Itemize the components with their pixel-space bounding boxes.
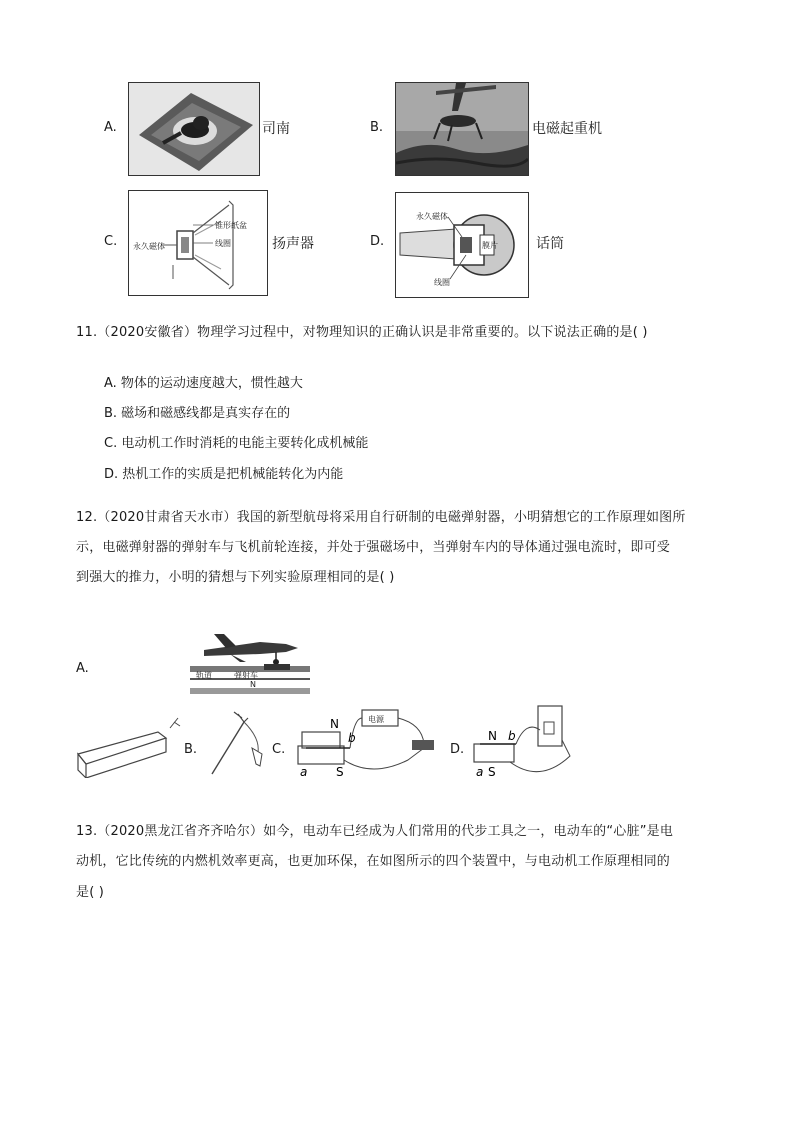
motor-source-label: 电源 <box>368 715 384 724</box>
q12-stem-line-3: 到强大的推力，小明的猜想与下列实验原理相同的是( ) <box>76 570 395 585</box>
microphone-diagram <box>395 192 529 298</box>
catapult-pole-label: N <box>250 680 256 689</box>
option-d-caption: 话筒 <box>536 236 564 252</box>
option-d-letter: D. <box>370 234 385 249</box>
q12-stem-line-2: 示，电磁弹射器的弹射车与飞机前轮连接，并处于强磁场中，当弹射车内的导体通过强电流时，即可受 <box>76 540 671 555</box>
q12-option-b-letter: B. <box>184 742 198 757</box>
q12-option-a-letter: A. <box>76 661 89 676</box>
catapult-track-label: 轨道 <box>196 671 212 680</box>
q12-option-c-letter: C. <box>272 742 286 757</box>
motor-a-label: a <box>300 765 308 779</box>
q12-stem-line-1: 12.（2020甘肃省天水市）我国的新型航母将采用自行研制的电磁弹射器，小明猜想它的工作原理如图所 <box>76 510 686 525</box>
option-c-caption: 扬声器 <box>272 236 314 252</box>
q12-option-d-letter: D. <box>450 742 465 757</box>
wire-rod-figure <box>204 708 266 778</box>
compass-sinan-photo <box>128 82 260 176</box>
electromagnetic-crane-photo <box>395 82 529 176</box>
option-c-letter: C. <box>104 234 118 249</box>
galv-a-label: a <box>476 765 484 779</box>
mic-diaphragm-label: 膜片 <box>482 241 498 250</box>
galvanometer-circuit-figure <box>470 700 584 784</box>
q13-stem-line-1: 13.（2020黑龙江省齐齐哈尔）如今，电动车已经成为人们常用的代步工具之一，电动车的“心脏”是电 <box>76 824 674 839</box>
motor-b-label: b <box>348 731 356 745</box>
q11-choice-d: D. 热机工作的实质是把机械能转化为内能 <box>104 467 344 482</box>
q11-choice-a: A. 物体的运动速度越大，惯性越大 <box>104 376 303 391</box>
option-a-caption: 司南 <box>262 121 290 137</box>
motor-circuit-figure <box>292 704 446 780</box>
q11-stem: 11.（2020安徽省）物理学习过程中，对物理知识的正确认识是非常重要的。以下说法正确的是( ) <box>76 325 648 340</box>
galv-n-label: N <box>488 729 497 743</box>
option-a-letter: A. <box>104 120 117 135</box>
mic-magnet-label: 永久磁体 <box>416 212 448 221</box>
speaker-magnet-label: 永久磁体 <box>133 242 165 251</box>
bar-magnet-figure <box>74 712 184 778</box>
motor-s-label: S <box>336 765 344 779</box>
galv-b-label: b <box>508 729 516 743</box>
galv-s-label: S <box>488 765 496 779</box>
motor-n-label: N <box>330 717 339 731</box>
q11-choice-c: C. 电动机工作时消耗的电能主要转化成机械能 <box>104 436 369 451</box>
speaker-coil-label: 线圈 <box>215 239 231 248</box>
speaker-cone-label: 锥形纸盆 <box>215 221 247 230</box>
q13-stem-line-3: 是( ) <box>76 885 105 900</box>
catapult-figure <box>190 628 310 694</box>
option-b-letter: B. <box>370 120 384 135</box>
q11-choice-b: B. 磁场和磁感线都是真实存在的 <box>104 406 291 421</box>
option-b-caption: 电磁起重机 <box>532 121 602 137</box>
mic-coil-label: 线圈 <box>434 278 450 287</box>
speaker-diagram <box>128 190 268 296</box>
q13-stem-line-2: 动机，它比传统的内燃机效率更高，也更加环保，在如图所示的四个装置中，与电动机工作原理相同的 <box>76 854 671 869</box>
catapult-cart-label: 弹射车 <box>234 671 258 680</box>
